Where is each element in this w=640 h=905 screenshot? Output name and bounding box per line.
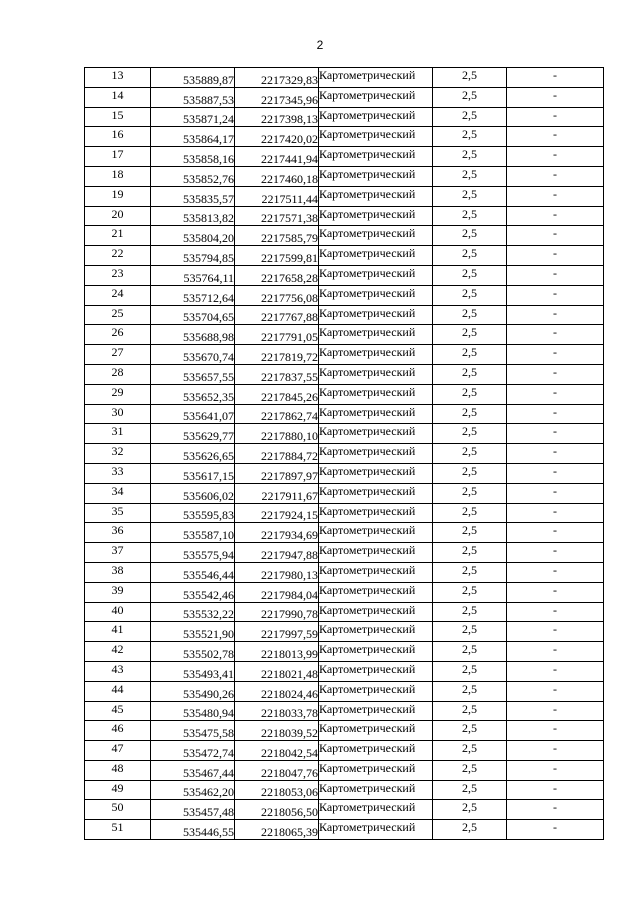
method-cell: Картометрический: [319, 246, 433, 266]
table-row: [85, 147, 604, 167]
method-cell: Картометрический: [319, 127, 433, 147]
point-number-cell: 20: [85, 206, 151, 226]
table-row: [85, 642, 604, 662]
description-cell: -: [507, 503, 604, 523]
table-row: [85, 503, 604, 523]
table-row: [85, 265, 604, 285]
y-coordinate-cell: 2217837,55: [235, 364, 319, 384]
y-coordinate-cell: 2218024,46: [235, 681, 319, 701]
y-coordinate-cell: 2217924,15: [235, 503, 319, 523]
x-coordinate-cell: 535472,74: [151, 741, 235, 761]
error-cell: 2,5: [433, 285, 507, 305]
method-cell: Картометрический: [319, 543, 433, 563]
y-coordinate-cell: 2217990,78: [235, 602, 319, 622]
y-coordinate-cell: 2217880,10: [235, 424, 319, 444]
x-coordinate-cell: 535889,87: [151, 68, 235, 88]
table-row: [85, 741, 604, 761]
x-coordinate-cell: 535490,26: [151, 681, 235, 701]
y-coordinate-cell: 2217897,97: [235, 463, 319, 483]
x-coordinate-cell: 535641,07: [151, 404, 235, 424]
point-number-cell: 31: [85, 424, 151, 444]
point-number-cell: 45: [85, 701, 151, 721]
description-cell: -: [507, 463, 604, 483]
x-coordinate-cell: 535887,53: [151, 87, 235, 107]
table-row: [85, 800, 604, 820]
error-cell: 2,5: [433, 444, 507, 464]
method-cell: Картометрический: [319, 681, 433, 701]
y-coordinate-cell: 2218013,99: [235, 642, 319, 662]
method-cell: Картометрический: [319, 364, 433, 384]
x-coordinate-cell: 535475,58: [151, 721, 235, 741]
error-cell: 2,5: [433, 166, 507, 186]
description-cell: -: [507, 384, 604, 404]
error-cell: 2,5: [433, 424, 507, 444]
x-coordinate-cell: 535794,85: [151, 246, 235, 266]
x-coordinate-cell: 535688,98: [151, 325, 235, 345]
point-number-cell: 23: [85, 265, 151, 285]
description-cell: -: [507, 127, 604, 147]
y-coordinate-cell: 2217345,96: [235, 87, 319, 107]
y-coordinate-cell: 2217884,72: [235, 444, 319, 464]
description-cell: -: [507, 206, 604, 226]
method-cell: Картометрический: [319, 701, 433, 721]
method-cell: Картометрический: [319, 206, 433, 226]
description-cell: -: [507, 820, 604, 840]
error-cell: 2,5: [433, 68, 507, 88]
y-coordinate-cell: 2217947,88: [235, 543, 319, 563]
table-row: [85, 325, 604, 345]
table-row: [85, 226, 604, 246]
error-cell: 2,5: [433, 582, 507, 602]
y-coordinate-cell: 2217984,04: [235, 582, 319, 602]
error-cell: 2,5: [433, 404, 507, 424]
x-coordinate-cell: 535493,41: [151, 661, 235, 681]
description-cell: -: [507, 107, 604, 127]
x-coordinate-cell: 535542,46: [151, 582, 235, 602]
y-coordinate-cell: 2217756,08: [235, 285, 319, 305]
table-row: [85, 582, 604, 602]
error-cell: 2,5: [433, 543, 507, 563]
method-cell: Картометрический: [319, 562, 433, 582]
y-coordinate-cell: 2217767,88: [235, 305, 319, 325]
description-cell: -: [507, 780, 604, 800]
method-cell: Картометрический: [319, 602, 433, 622]
method-cell: Картометрический: [319, 166, 433, 186]
error-cell: 2,5: [433, 87, 507, 107]
point-number-cell: 33: [85, 463, 151, 483]
y-coordinate-cell: 2217511,44: [235, 186, 319, 206]
error-cell: 2,5: [433, 622, 507, 642]
table-row: [85, 87, 604, 107]
error-cell: 2,5: [433, 523, 507, 543]
description-cell: -: [507, 800, 604, 820]
point-number-cell: 44: [85, 681, 151, 701]
point-number-cell: 41: [85, 622, 151, 642]
point-number-cell: 18: [85, 166, 151, 186]
description-cell: -: [507, 265, 604, 285]
method-cell: Картометрический: [319, 503, 433, 523]
error-cell: 2,5: [433, 147, 507, 167]
y-coordinate-cell: 2217329,83: [235, 68, 319, 88]
x-coordinate-cell: 535626,65: [151, 444, 235, 464]
point-number-cell: 49: [85, 780, 151, 800]
x-coordinate-cell: 535852,76: [151, 166, 235, 186]
error-cell: 2,5: [433, 741, 507, 761]
method-cell: Картометрический: [319, 721, 433, 741]
error-cell: 2,5: [433, 463, 507, 483]
y-coordinate-cell: 2218065,39: [235, 820, 319, 840]
table-row: [85, 305, 604, 325]
x-coordinate-cell: 535446,55: [151, 820, 235, 840]
description-cell: -: [507, 483, 604, 503]
method-cell: Картометрический: [319, 780, 433, 800]
description-cell: -: [507, 741, 604, 761]
y-coordinate-cell: 2217911,67: [235, 483, 319, 503]
error-cell: 2,5: [433, 384, 507, 404]
x-coordinate-cell: 535467,44: [151, 760, 235, 780]
error-cell: 2,5: [433, 820, 507, 840]
x-coordinate-cell: 535813,82: [151, 206, 235, 226]
point-number-cell: 28: [85, 364, 151, 384]
y-coordinate-cell: 2217571,38: [235, 206, 319, 226]
table-row: [85, 701, 604, 721]
point-number-cell: 35: [85, 503, 151, 523]
point-number-cell: 14: [85, 87, 151, 107]
x-coordinate-cell: 535629,77: [151, 424, 235, 444]
description-cell: -: [507, 602, 604, 622]
method-cell: Картометрический: [319, 424, 433, 444]
table-row: [85, 68, 604, 88]
x-coordinate-cell: 535657,55: [151, 364, 235, 384]
description-cell: -: [507, 147, 604, 167]
method-cell: Картометрический: [319, 87, 433, 107]
x-coordinate-cell: 535575,94: [151, 543, 235, 563]
description-cell: -: [507, 523, 604, 543]
y-coordinate-cell: 2218042,54: [235, 741, 319, 761]
point-number-cell: 25: [85, 305, 151, 325]
table-row: [85, 622, 604, 642]
description-cell: -: [507, 166, 604, 186]
y-coordinate-cell: 2217934,69: [235, 523, 319, 543]
point-number-cell: 27: [85, 345, 151, 365]
table-row: [85, 364, 604, 384]
x-coordinate-cell: 535835,57: [151, 186, 235, 206]
description-cell: -: [507, 721, 604, 741]
x-coordinate-cell: 535462,20: [151, 780, 235, 800]
point-number-cell: 36: [85, 523, 151, 543]
point-number-cell: 13: [85, 68, 151, 88]
x-coordinate-cell: 535532,22: [151, 602, 235, 622]
x-coordinate-cell: 535457,48: [151, 800, 235, 820]
error-cell: 2,5: [433, 107, 507, 127]
y-coordinate-cell: 2218047,76: [235, 760, 319, 780]
method-cell: Картометрический: [319, 642, 433, 662]
method-cell: Картометрический: [319, 147, 433, 167]
point-number-cell: 39: [85, 582, 151, 602]
error-cell: 2,5: [433, 127, 507, 147]
x-coordinate-cell: 535587,10: [151, 523, 235, 543]
coordinates-table-body: [85, 68, 604, 840]
x-coordinate-cell: 535804,20: [151, 226, 235, 246]
x-coordinate-cell: 535712,64: [151, 285, 235, 305]
y-coordinate-cell: 2217420,02: [235, 127, 319, 147]
error-cell: 2,5: [433, 305, 507, 325]
y-coordinate-cell: 2217997,59: [235, 622, 319, 642]
error-cell: 2,5: [433, 701, 507, 721]
y-coordinate-cell: 2217845,26: [235, 384, 319, 404]
point-number-cell: 32: [85, 444, 151, 464]
x-coordinate-cell: 535864,17: [151, 127, 235, 147]
point-number-cell: 22: [85, 246, 151, 266]
method-cell: Картометрический: [319, 325, 433, 345]
description-cell: -: [507, 68, 604, 88]
description-cell: -: [507, 582, 604, 602]
page-number: 2: [316, 38, 324, 52]
method-cell: Картометрический: [319, 384, 433, 404]
x-coordinate-cell: 535595,83: [151, 503, 235, 523]
table-row: [85, 186, 604, 206]
description-cell: -: [507, 760, 604, 780]
method-cell: Картометрический: [319, 760, 433, 780]
method-cell: Картометрический: [319, 661, 433, 681]
description-cell: -: [507, 681, 604, 701]
x-coordinate-cell: 535704,65: [151, 305, 235, 325]
table-row: [85, 681, 604, 701]
point-number-cell: 24: [85, 285, 151, 305]
point-number-cell: 38: [85, 562, 151, 582]
point-number-cell: 42: [85, 642, 151, 662]
table-row: [85, 463, 604, 483]
method-cell: Картометрический: [319, 345, 433, 365]
point-number-cell: 51: [85, 820, 151, 840]
point-number-cell: 21: [85, 226, 151, 246]
x-coordinate-cell: 535521,90: [151, 622, 235, 642]
error-cell: 2,5: [433, 661, 507, 681]
x-coordinate-cell: 535871,24: [151, 107, 235, 127]
table-row: [85, 562, 604, 582]
method-cell: Картометрический: [319, 444, 433, 464]
table-row: [85, 820, 604, 840]
x-coordinate-cell: 535546,44: [151, 562, 235, 582]
description-cell: -: [507, 404, 604, 424]
y-coordinate-cell: 2217398,13: [235, 107, 319, 127]
method-cell: Картометрический: [319, 622, 433, 642]
method-cell: Картометрический: [319, 820, 433, 840]
description-cell: -: [507, 226, 604, 246]
x-coordinate-cell: 535858,16: [151, 147, 235, 167]
error-cell: 2,5: [433, 364, 507, 384]
table-row: [85, 424, 604, 444]
table-row: [85, 404, 604, 424]
method-cell: Картометрический: [319, 800, 433, 820]
error-cell: 2,5: [433, 206, 507, 226]
x-coordinate-cell: 535764,11: [151, 265, 235, 285]
table-row: [85, 523, 604, 543]
y-coordinate-cell: 2218033,78: [235, 701, 319, 721]
x-coordinate-cell: 535652,35: [151, 384, 235, 404]
x-coordinate-cell: 535617,15: [151, 463, 235, 483]
table-row: [85, 760, 604, 780]
description-cell: -: [507, 543, 604, 563]
description-cell: -: [507, 345, 604, 365]
method-cell: Картометрический: [319, 523, 433, 543]
description-cell: -: [507, 285, 604, 305]
table-row: [85, 345, 604, 365]
error-cell: 2,5: [433, 186, 507, 206]
y-coordinate-cell: 2217862,74: [235, 404, 319, 424]
method-cell: Картометрический: [319, 404, 433, 424]
description-cell: -: [507, 424, 604, 444]
error-cell: 2,5: [433, 800, 507, 820]
point-number-cell: 17: [85, 147, 151, 167]
method-cell: Картометрический: [319, 285, 433, 305]
error-cell: 2,5: [433, 265, 507, 285]
table-row: [85, 246, 604, 266]
error-cell: 2,5: [433, 780, 507, 800]
y-coordinate-cell: 2217585,79: [235, 226, 319, 246]
table-row: [85, 107, 604, 127]
error-cell: 2,5: [433, 760, 507, 780]
x-coordinate-cell: 535480,94: [151, 701, 235, 721]
table-row: [85, 780, 604, 800]
error-cell: 2,5: [433, 345, 507, 365]
description-cell: -: [507, 661, 604, 681]
y-coordinate-cell: 2218021,48: [235, 661, 319, 681]
y-coordinate-cell: 2217819,72: [235, 345, 319, 365]
method-cell: Картометрический: [319, 305, 433, 325]
description-cell: -: [507, 562, 604, 582]
error-cell: 2,5: [433, 602, 507, 622]
table-row: [85, 166, 604, 186]
error-cell: 2,5: [433, 226, 507, 246]
table-row: [85, 721, 604, 741]
error-cell: 2,5: [433, 681, 507, 701]
point-number-cell: 29: [85, 384, 151, 404]
y-coordinate-cell: 2217599,81: [235, 246, 319, 266]
table-row: [85, 206, 604, 226]
point-number-cell: 47: [85, 741, 151, 761]
point-number-cell: 40: [85, 602, 151, 622]
method-cell: Картометрический: [319, 186, 433, 206]
description-cell: -: [507, 246, 604, 266]
point-number-cell: 37: [85, 543, 151, 563]
error-cell: 2,5: [433, 246, 507, 266]
description-cell: -: [507, 444, 604, 464]
error-cell: 2,5: [433, 325, 507, 345]
table-row: [85, 602, 604, 622]
point-number-cell: 16: [85, 127, 151, 147]
description-cell: -: [507, 325, 604, 345]
method-cell: Картометрический: [319, 741, 433, 761]
method-cell: Картометрический: [319, 107, 433, 127]
method-cell: Картометрический: [319, 68, 433, 88]
error-cell: 2,5: [433, 483, 507, 503]
y-coordinate-cell: 2218053,06: [235, 780, 319, 800]
table-row: [85, 661, 604, 681]
point-number-cell: 48: [85, 760, 151, 780]
y-coordinate-cell: 2218056,50: [235, 800, 319, 820]
y-coordinate-cell: 2217658,28: [235, 265, 319, 285]
method-cell: Картометрический: [319, 483, 433, 503]
table-row: [85, 285, 604, 305]
description-cell: -: [507, 305, 604, 325]
description-cell: -: [507, 364, 604, 384]
coordinates-table: [84, 67, 604, 840]
method-cell: Картометрический: [319, 463, 433, 483]
point-number-cell: 26: [85, 325, 151, 345]
y-coordinate-cell: 2217980,13: [235, 562, 319, 582]
table-row: [85, 384, 604, 404]
method-cell: Картометрический: [319, 582, 433, 602]
description-cell: -: [507, 642, 604, 662]
error-cell: 2,5: [433, 721, 507, 741]
y-coordinate-cell: 2217460,18: [235, 166, 319, 186]
point-number-cell: 15: [85, 107, 151, 127]
description-cell: -: [507, 701, 604, 721]
description-cell: -: [507, 622, 604, 642]
error-cell: 2,5: [433, 503, 507, 523]
x-coordinate-cell: 535606,02: [151, 483, 235, 503]
point-number-cell: 43: [85, 661, 151, 681]
error-cell: 2,5: [433, 642, 507, 662]
description-cell: -: [507, 186, 604, 206]
y-coordinate-cell: 2218039,52: [235, 721, 319, 741]
table-row: [85, 543, 604, 563]
point-number-cell: 19: [85, 186, 151, 206]
table-row: [85, 483, 604, 503]
table-row: [85, 444, 604, 464]
description-cell: -: [507, 87, 604, 107]
point-number-cell: 30: [85, 404, 151, 424]
x-coordinate-cell: 535502,78: [151, 642, 235, 662]
y-coordinate-cell: 2217791,05: [235, 325, 319, 345]
point-number-cell: 34: [85, 483, 151, 503]
method-cell: Картометрический: [319, 265, 433, 285]
method-cell: Картометрический: [319, 226, 433, 246]
error-cell: 2,5: [433, 562, 507, 582]
x-coordinate-cell: 535670,74: [151, 345, 235, 365]
y-coordinate-cell: 2217441,94: [235, 147, 319, 167]
point-number-cell: 46: [85, 721, 151, 741]
point-number-cell: 50: [85, 800, 151, 820]
table-row: [85, 127, 604, 147]
